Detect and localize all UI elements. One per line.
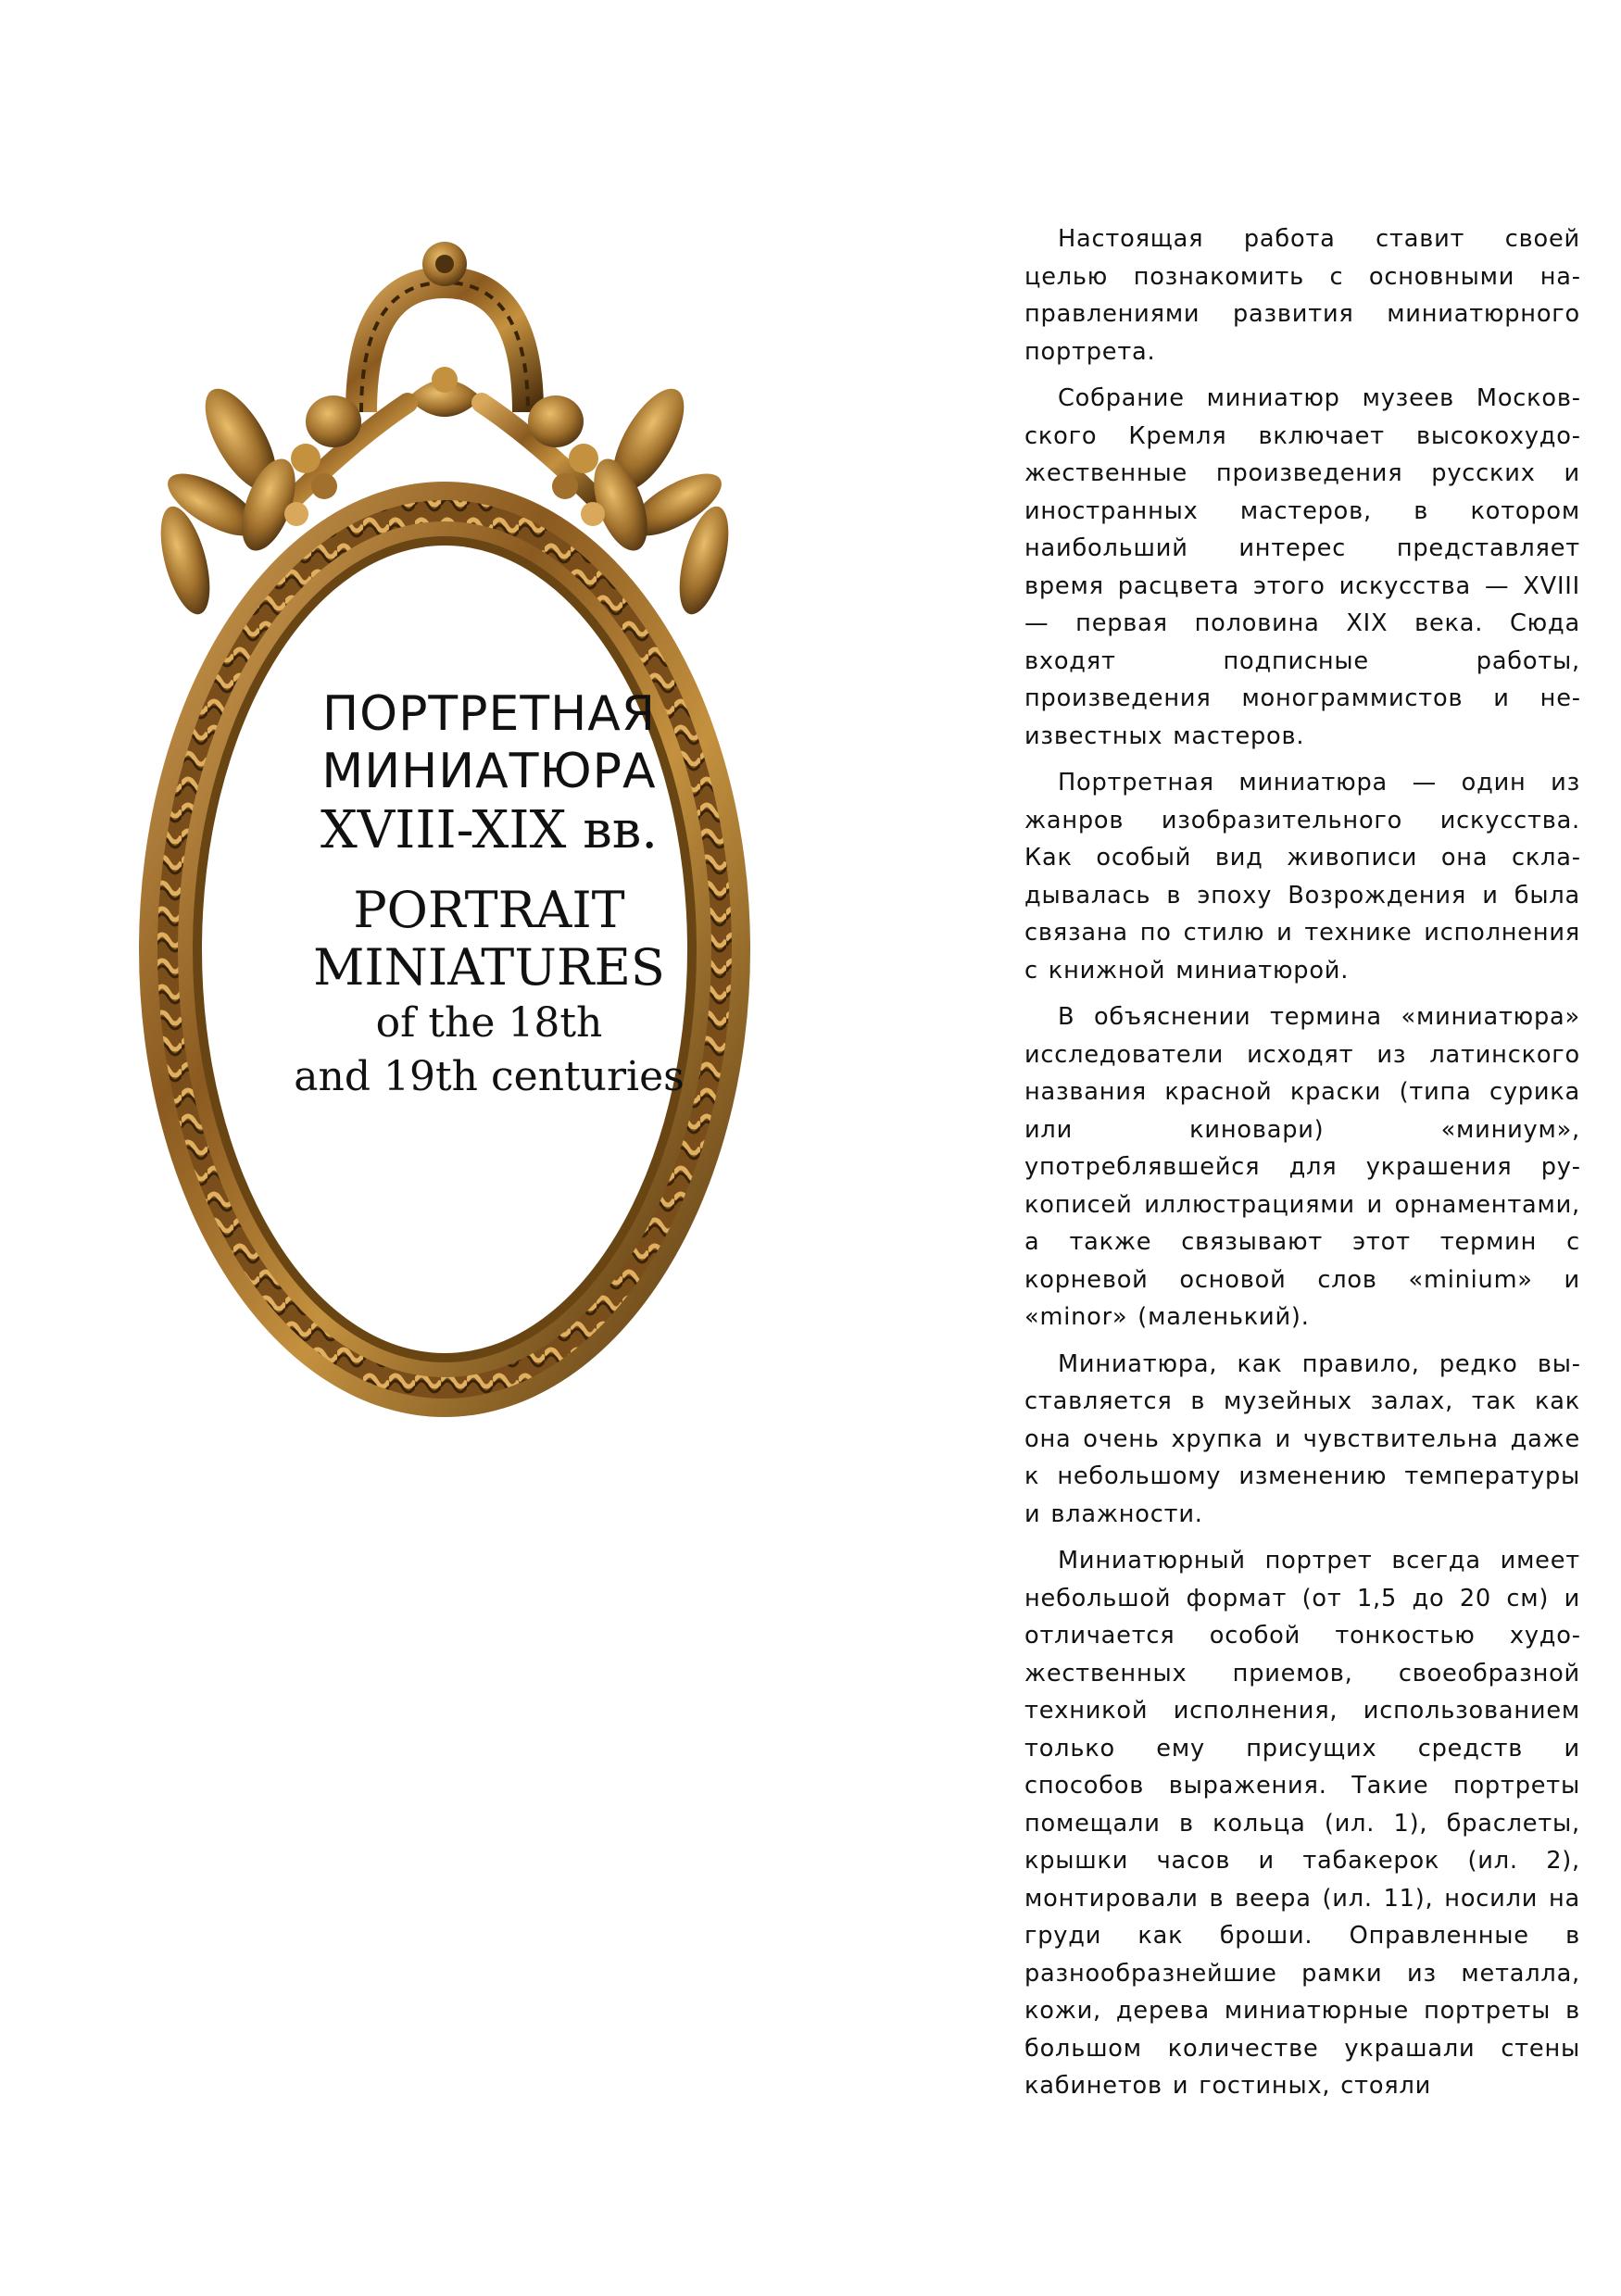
body-paragraph: Миниатюра, как правило, редко выставляется в музейных залах, так как она очень хрупка и чувствительна даже к небольшому изменению температуры и влажности. xyxy=(1024,1349,1580,1528)
title-ru-line2: МИНИАТЮРА xyxy=(321,744,657,799)
title-block xyxy=(230,685,748,1104)
body-paragraph: Собрание миниатюр музеев Московского Кремля включает высокохудожественные произведения русских и иностранных мастеров, в котором наибольший интерес представляет время расцвета этого искусства — XVIII — первая половина XIX века. Сюда входят подписные работы, произведения монограммистов и неизвестных мастеров. xyxy=(1024,384,1580,750)
body-paragraph: Портретная миниатюра — один из жанров изобразительного искусства. Как особый вид живописи она складывалась в эпоху Возрождения и была связана по стилю и технике исполнения с книжной миниатюрой. xyxy=(1024,769,1580,985)
title-en-line4: and 19th centuries xyxy=(294,1053,685,1100)
body-paragraph: Миниатюрный портрет всегда имеет небольшой формат (от 1,5 до 20 см) и отличается особой тонкостью художественных приемов, своеобразной техникой исполнения, использованием только ему присущих средств и способов выражения. Такие портреты помещали в кольца (ил. 1), браслеты, крышки часов и табакерок (ил. 2), монтировали в веера (ил. 11), носили на груди как броши. Оправленные в разнообразнейшие рамки из металла, кожи, дерева миниатюрные портреты в большом количестве украшали стены кабинетов и гостиных, стояли xyxy=(1024,1547,1580,2100)
title-en-line3: of the 18th xyxy=(375,999,603,1047)
title-ru-line1: ПОРТРЕТНАЯ xyxy=(322,686,656,742)
body-text-column xyxy=(1024,220,1580,2114)
frame-crest xyxy=(287,242,602,505)
title-ru-dates: XVIII-XIX вв. xyxy=(320,800,659,860)
title-en-line1: PORTRAIT xyxy=(353,881,625,939)
body-paragraph: Настоящая работа ставит своей целью познакомить с основными направлениями развития миниатюрного портрета. xyxy=(1024,225,1580,366)
body-paragraph: В объяснении термина «миниатюра» исследователи исходят из латинского названия красной краски (типа сурика или киновари) «миниум», употреблявшейся для украшения рукописей иллюстрациями и орнаментами, а также связывают этот термин с корневой основой слов «minium» и «minor» (маленький). xyxy=(1024,1003,1580,1331)
title-en-line2: MINIATURES xyxy=(313,938,665,997)
